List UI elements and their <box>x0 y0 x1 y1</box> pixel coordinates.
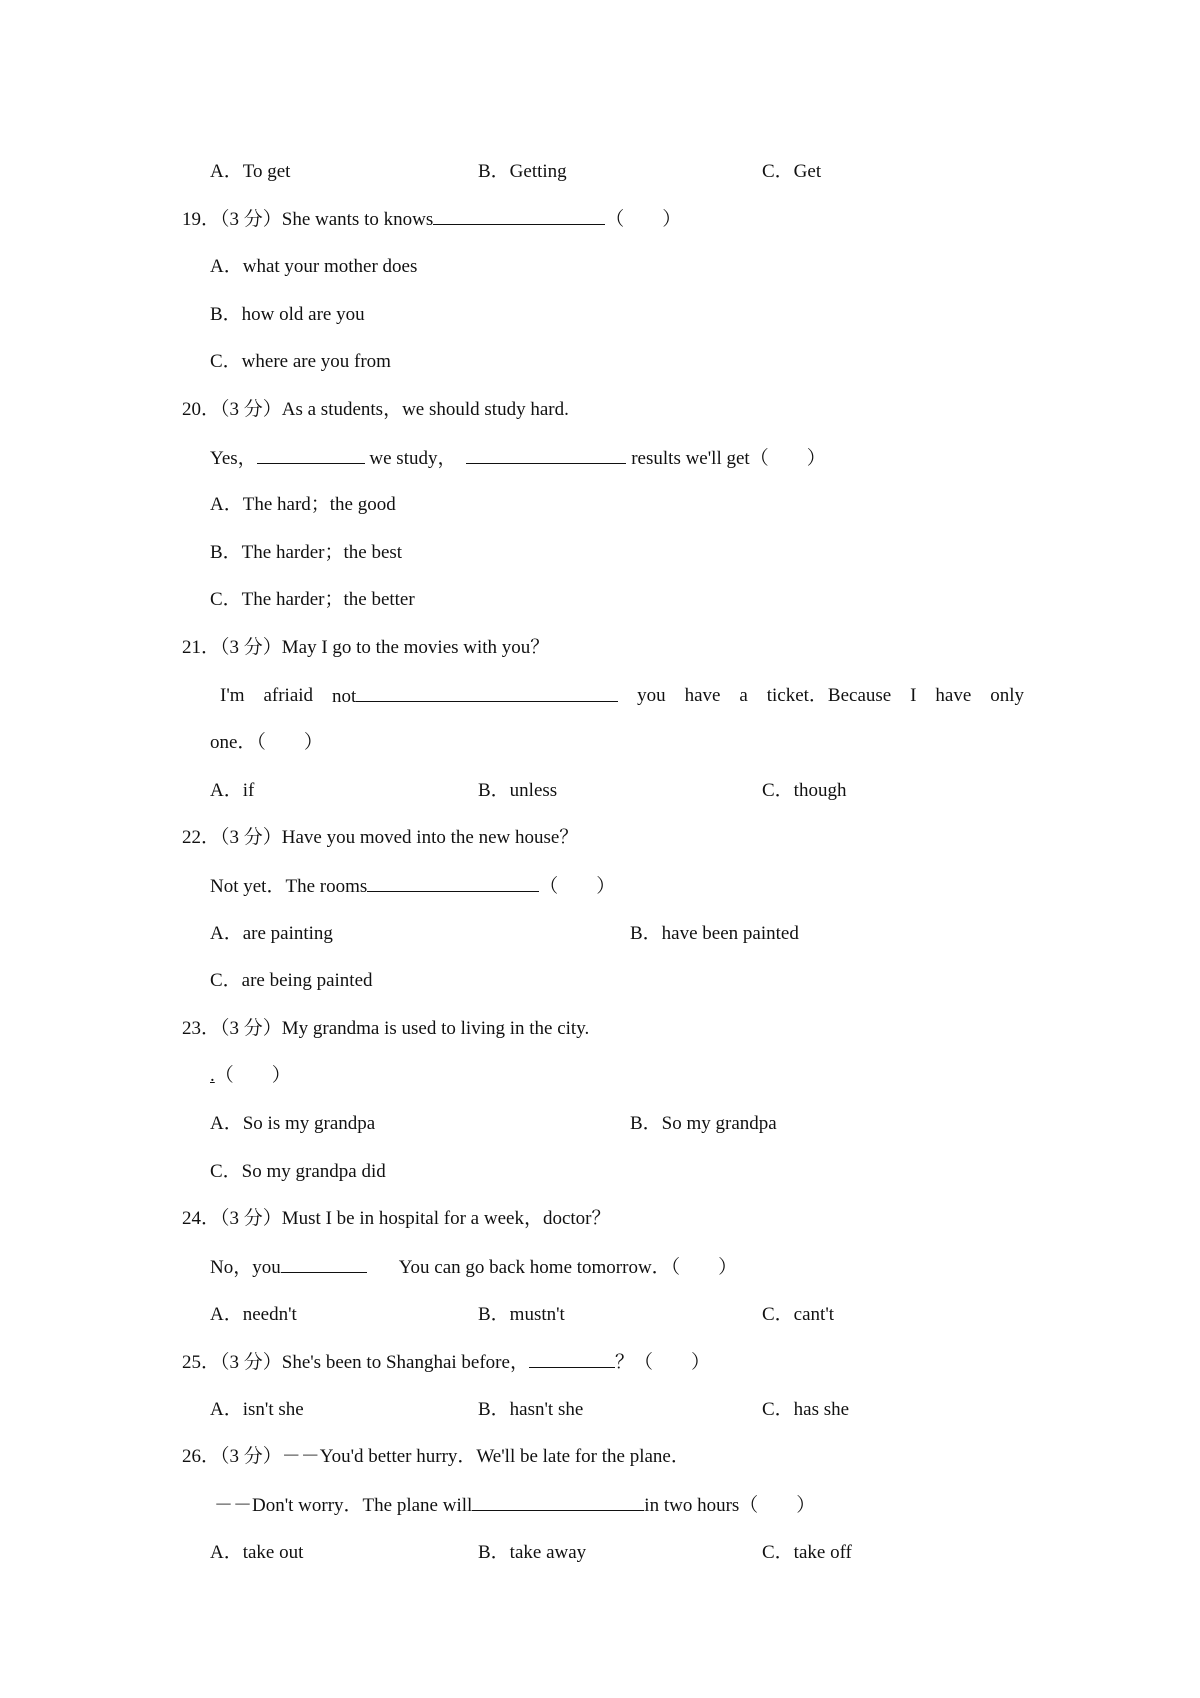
q20-option-b: B．The harder；the best <box>210 542 403 563</box>
q26-line2-b: in two hours（ ） <box>644 1495 816 1516</box>
q24-line2 <box>210 1254 737 1281</box>
q21-answer-blank <box>356 683 618 702</box>
q26-line2 <box>214 1492 815 1519</box>
q23-option-a: A．So is my grandpa <box>210 1113 376 1134</box>
q21-line3: one．（ ） <box>210 732 323 753</box>
q18-option-c: C．Get <box>762 161 822 182</box>
q21-word: I <box>910 685 917 706</box>
q26-option-a: A．take out <box>210 1542 304 1563</box>
q20-option-c: C．The harder；the better <box>210 589 415 610</box>
q21-word: only <box>990 685 1024 706</box>
q25-stem-b: ？（ ） <box>614 1352 710 1373</box>
q21-word: afriaid <box>263 685 314 706</box>
q20-line2 <box>210 445 826 472</box>
q22-answer-blank <box>367 873 539 892</box>
q21-word: I'm <box>220 685 245 706</box>
q19-option-c: C．where are you from <box>210 351 391 372</box>
q19-stem <box>182 206 681 233</box>
q21-stem: 21．（3 分）May I go to the movies with you？ <box>182 637 550 658</box>
q24-line2-a: No，you <box>210 1257 281 1278</box>
q21-word: you <box>637 685 666 706</box>
q22-paren: （ ） <box>539 876 616 897</box>
q21-word: a <box>739 685 748 706</box>
q25-option-b: B．hasn't she <box>478 1399 584 1420</box>
q26-option-c: C．take off <box>762 1542 852 1563</box>
q19-paren: （ ） <box>605 209 682 230</box>
q19-option-a: A．what your mother does <box>210 256 418 277</box>
q21-word-with-blank <box>332 683 618 710</box>
q18-option-a: A．To get <box>210 161 291 182</box>
q22-option-c: C．are being painted <box>210 970 373 991</box>
q24-option-a: A．needn't <box>210 1304 297 1325</box>
q22-line2-text: Not yet．The rooms <box>210 876 368 897</box>
q21-word: have <box>684 685 721 706</box>
q25-option-a: A．isn't she <box>210 1399 304 1420</box>
q24-line2-b: You can go back home tomorrow．（ ） <box>398 1257 738 1278</box>
q26-option-b: B．take away <box>478 1542 587 1563</box>
q20-line2-c: results we'll get（ ） <box>626 448 826 469</box>
q23-paren: （ ） <box>214 1065 291 1086</box>
q19-stem-text: 19．（3 分）She wants to knows <box>182 209 434 230</box>
q24-answer-blank <box>281 1254 367 1273</box>
q21-word: ticket．Because <box>766 685 892 706</box>
q18-option-b: B．Getting <box>478 161 567 182</box>
q23-option-b: B．So my grandpa <box>630 1113 777 1134</box>
q23-stem: 23．（3 分）My grandma is used to living in the city. <box>182 1018 590 1039</box>
q21-option-b: B．unless <box>478 780 558 801</box>
q25-stem-a: 25．（3 分）She's been to Shanghai before， <box>182 1352 529 1373</box>
q20-blank-2 <box>466 445 626 464</box>
q22-stem: 22．（3 分）Have you moved into the new house？ <box>182 827 579 848</box>
q20-option-a: A．The hard；the good <box>210 494 396 515</box>
q25-stem <box>182 1349 710 1376</box>
q21-option-a: A．if <box>210 780 255 801</box>
q20-blank-1 <box>257 445 365 464</box>
q25-option-c: C．has she <box>762 1399 850 1420</box>
q25-answer-blank <box>529 1349 615 1368</box>
q24-option-c: C．cant't <box>762 1304 835 1325</box>
q23-underlined-dot: . <box>210 1065 215 1086</box>
q24-option-b: B．mustn't <box>478 1304 565 1325</box>
q21-option-c: C．though <box>762 780 847 801</box>
q24-stem: 24．（3 分）Must I be in hospital for a week，doctor？ <box>182 1208 611 1229</box>
q19-answer-blank <box>433 206 605 225</box>
q26-line2-a: －－Don't worry．The plane will <box>214 1495 473 1516</box>
q20-stem: 20．（3 分）As a students，we should study hard. <box>182 399 569 420</box>
q26-answer-blank <box>472 1492 644 1511</box>
q23-option-c: C．So my grandpa did <box>210 1161 386 1182</box>
q20-line2-b: we study， <box>364 448 457 469</box>
q20-line2-a: Yes， <box>210 448 257 469</box>
q26-stem: 26．（3 分）－－You'd better hurry．We'll be late for the plane． <box>182 1446 690 1467</box>
q21-word: have <box>935 685 972 706</box>
q22-option-b: B．have been painted <box>630 923 799 944</box>
q22-option-a: A．are painting <box>210 923 333 944</box>
q22-line2 <box>210 873 615 900</box>
q23-line2 <box>210 1063 291 1089</box>
q19-option-b: B．how old are you <box>210 304 365 325</box>
q21-line2 <box>220 683 1024 710</box>
q21-word: not <box>331 686 357 707</box>
